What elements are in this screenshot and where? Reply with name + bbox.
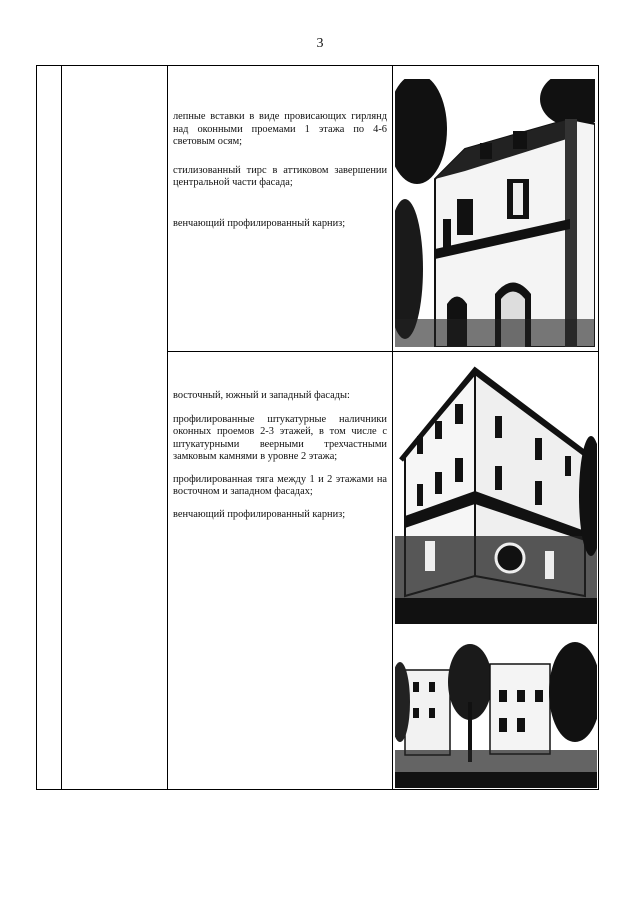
row-divider <box>167 351 598 352</box>
column-divider-2 <box>167 66 168 789</box>
paragraph: венчающий профилированный карниз; <box>173 217 346 229</box>
paragraph: профилированные штукатурные наличники оконных проемов 2-3 этажей, в том числе с штукатурными веерными трехчастными замковым камнями в уровне 2 этажа; <box>173 413 387 462</box>
paragraph: лепные вставки в виде провисающих гирлянд над оконными проемами 1 этажа по 4-6 световым осям; <box>173 111 387 147</box>
column-divider-1 <box>61 66 62 789</box>
row-2-description <box>173 390 387 537</box>
document-table <box>36 65 599 790</box>
column-divider-3 <box>392 66 393 789</box>
paragraph: профилированная тяга между 1 и 2 этажами на восточном и западном фасадах; <box>173 473 387 497</box>
paragraph: стилизованный тирс в аттиковом завершении центральной части фасада; <box>173 164 387 188</box>
row-1-description <box>173 111 387 246</box>
building-photo-1 <box>395 79 595 347</box>
building-photo-3 <box>395 642 597 788</box>
page-number: 3 <box>316 36 324 51</box>
building-photo-2 <box>395 366 597 624</box>
paragraph: восточный, южный и западный фасады: <box>173 390 350 401</box>
paragraph: венчающий профилированный карниз; <box>173 508 346 520</box>
